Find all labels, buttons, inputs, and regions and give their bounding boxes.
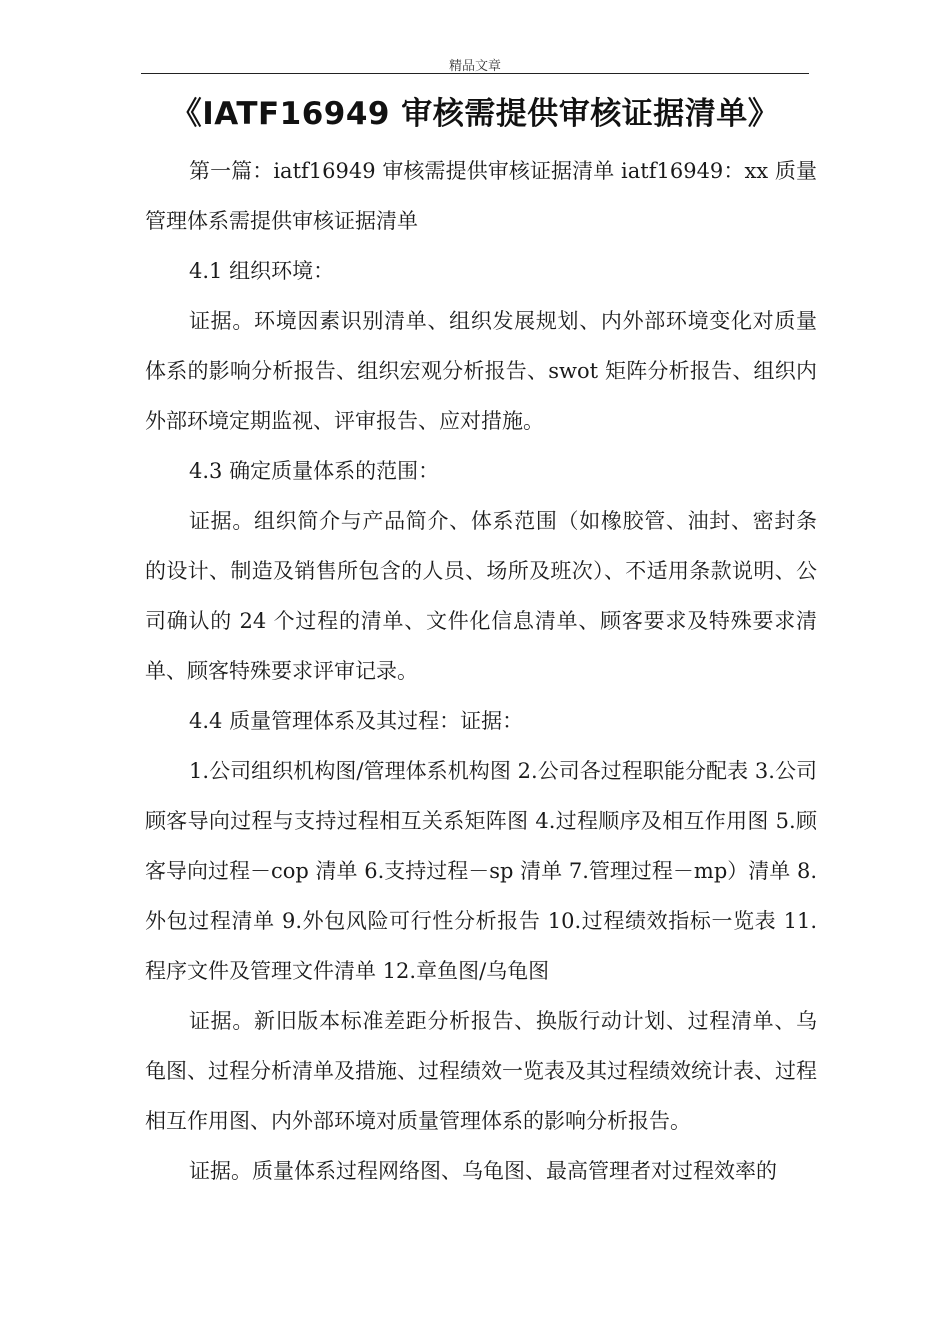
section-heading-4-4: 4.4 质量管理体系及其过程：证据： <box>189 709 524 733</box>
paragraph-evidence-process: 证据。质量体系过程网络图、乌龟图、最高管理者对过程效率的 <box>189 1159 777 1183</box>
document-title: 《IATF16949 审核需提供审核证据清单》 <box>170 96 780 132</box>
section-heading-4-1: 4.1 组织环境： <box>189 259 335 283</box>
paragraph-document-list: 1.公司组织机构图/管理体系机构图 2.公司各过程职能分配表 3.公司顾客导向过程与支持过程相互关系矩阵图 4.过程顺序及相互作用图 5.顾客导向过程－cop 清单 6.支持过程－sp 清单 7.管理过程－mp）清单 8.外包过程清单 9.外包风险可行性分析报告 10.过程绩效指标一览表 11.程序文件及管理文件清单 12.章鱼图/乌龟图 <box>145 759 817 983</box>
header-divider <box>141 73 809 74</box>
paragraph-evidence-4-3: 证据。组织简介与产品简介、体系范围（如橡胶管、油封、密封条的设计、制造及销售所包含的人员、场所及班次）、不适用条款说明、公司确认的 24 个过程的清单、文件化信息清单、顾客要求及特殊要求清单、顾客特殊要求评审记录。 <box>145 509 817 683</box>
header-label: 精品文章 <box>448 59 501 74</box>
section-heading-4-3: 4.3 确定质量体系的范围： <box>189 459 440 483</box>
paragraph-evidence-transition: 证据。新旧版本标准差距分析报告、换版行动计划、过程清单、乌龟图、过程分析清单及措施、过程绩效一览表及其过程绩效统计表、过程相互作用图、内外部环境对质量管理体系的影响分析报告。 <box>145 1009 817 1133</box>
paragraph-evidence-4-1: 证据。环境因素识别清单、组织发展规划、内外部环境变化对质量体系的影响分析报告、组织宏观分析报告、swot 矩阵分析报告、组织内外部环境定期监视、评审报告、应对措施。 <box>145 309 817 433</box>
paragraph-intro: 第一篇：iatf16949 审核需提供审核证据清单 iatf16949：xx 质量管理体系需提供审核证据清单 <box>145 159 817 233</box>
document-body <box>145 146 817 1196</box>
